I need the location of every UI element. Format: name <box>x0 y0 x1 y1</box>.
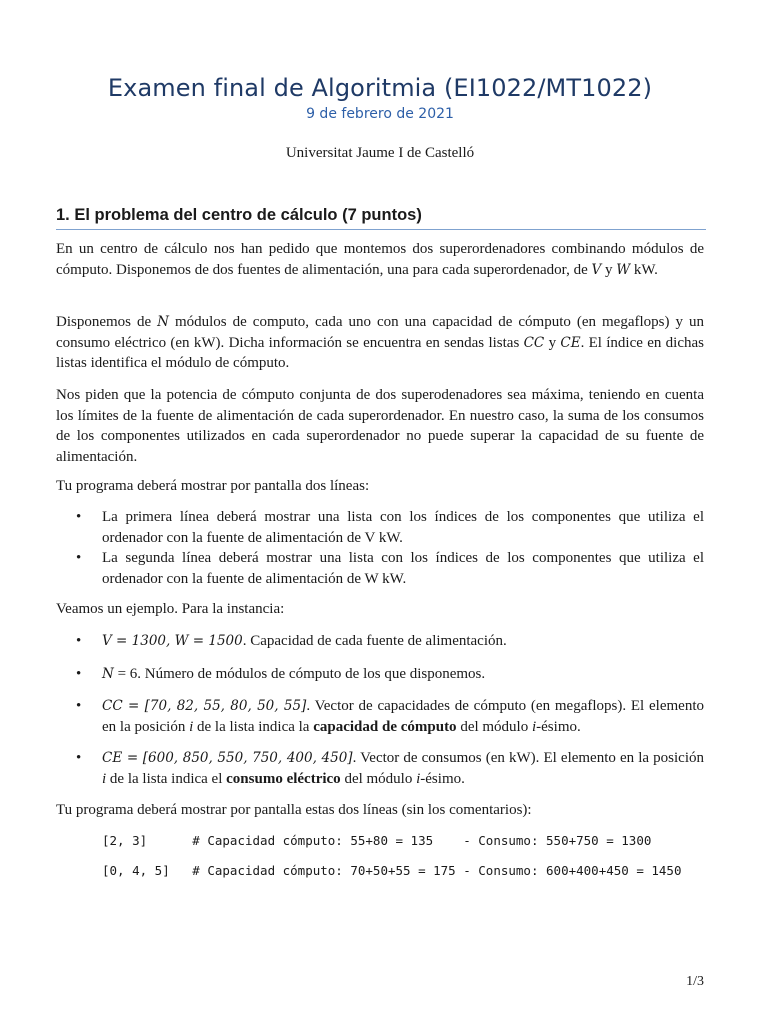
bullet-icon: • <box>76 509 82 525</box>
paragraph-output-example: Tu programa deberá mostrar por pantalla estas dos líneas (sin los comentarios): <box>56 802 532 818</box>
bullet-icon: • <box>76 633 82 649</box>
code-line: [0, 4, 5] # Capacidad cómputo: 70+50+55 = 175 - Consumo: 600+400+450 = 1450 <box>102 863 682 878</box>
page-number: 1/3 <box>686 974 704 989</box>
bullet-icon: • <box>76 698 82 714</box>
math-w: W <box>616 261 631 278</box>
section-heading: 1. El problema del centro de cálculo (7 puntos) <box>56 206 706 230</box>
code-line: [2, 3] # Capacidad cómputo: 55+80 = 135 - Consumo: 550+750 = 1300 <box>102 833 652 848</box>
exam-title: Examen final de Algoritmia (EI1022/MT1022) <box>107 74 653 102</box>
university-name: Universitat Jaume I de Castelló <box>285 145 475 161</box>
paragraph-output-intro: Tu programa deberá mostrar por pantalla dos líneas: <box>56 478 370 494</box>
math-ce: CE <box>560 334 581 351</box>
bullet-icon: • <box>76 750 82 766</box>
math-n: N <box>157 314 169 330</box>
bullet-icon: • <box>76 550 82 566</box>
bullet-icon: • <box>76 666 82 682</box>
math-v: V <box>591 261 602 278</box>
paragraph-modules: Disponemos de N módulos de computo, cada uno con una capacidad de cómputo (en megaflops) y un consumo eléctrico (en kW). Dicha información se encuentra en sendas listas CC y CE. El índice en dichas listas identifica el módulo de cómputo. <box>56 314 704 371</box>
paragraph-example-intro: Veamos un ejemplo. Para la instancia: <box>56 601 285 617</box>
exam-date: 9 de febrero de 2021 <box>306 106 454 122</box>
paragraph-intro: En un centro de cálculo nos han pedido que montemos dos superordenadores combinando módulos de cómputo. Disponemos de dos fuentes de alimentación, una para cada superordenador, de V y W kW. <box>56 241 704 278</box>
math-cc: CC <box>523 334 545 351</box>
paragraph-objective: Nos piden que la potencia de cómputo conjunta de dos superodenadores sea máxima, teniendo en cuenta los límites de la fuente de alimentación de cada superordenador. En nuestro caso, la suma de los consumos de los componentes utilizados en cada superordenador no puede superar la capacidad de su fuente de alimentación. <box>56 387 704 465</box>
